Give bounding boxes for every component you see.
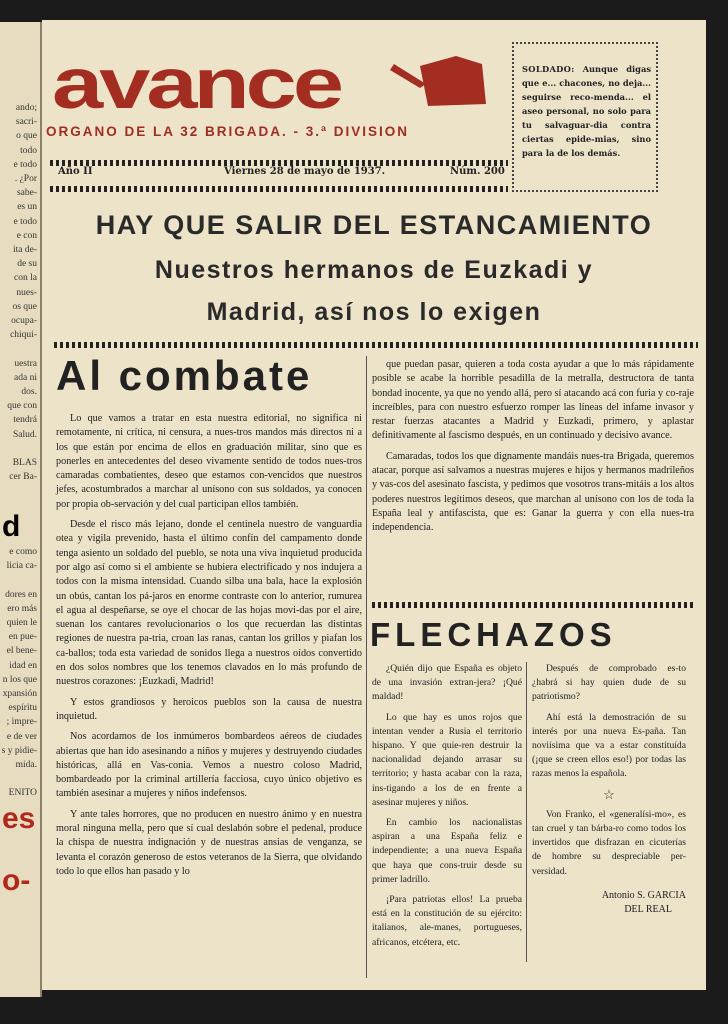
main-headline: HAY QUE SALIR DEL ESTANCAMIENTO	[95, 210, 653, 240]
prev-page-text-line: en pue-	[8, 632, 37, 643]
prev-page-text-line: el bene-	[6, 646, 37, 657]
prev-page-text-line: ada ni	[14, 372, 37, 383]
prev-page-text-line: xpansión	[2, 689, 37, 699]
flechazos-right-paragraph: Después de comprobado es-to ¿habrá si hay quien dude de su patriotismo?	[532, 663, 686, 703]
flechazos-left-paragraph: ¡Para patriotas ellos! La prueba está en la constitución de su ejército: italianos, ale-manes, portugueses, africanos, etcétera, etc.	[372, 894, 522, 948]
prev-page-text-line: dores en	[5, 589, 37, 600]
prev-page-text-line: e todo	[13, 159, 37, 170]
prev-page-text-line: idad en	[9, 660, 37, 671]
prev-page-text-line: e todo	[13, 216, 37, 227]
prev-page-text-line: e como	[9, 547, 37, 557]
prev-page-text-line: ocupa-	[11, 316, 37, 326]
article-right-column	[372, 358, 694, 542]
prev-page-text-line: uestra	[14, 358, 37, 369]
prev-page-text-line: ita de-	[12, 245, 37, 255]
flechazos-right-column	[532, 662, 686, 917]
article-left-column	[56, 412, 362, 885]
star-separator-icon: ☆	[603, 786, 615, 802]
soldado-text: Aunque digas que e... chacones, no deja... seguirse reco-menda... el aseo personal, no solo para tu salvaguar-dia contra ciertas epide-mias, sino para la de los demás.	[522, 64, 651, 158]
headline-rule	[54, 342, 698, 348]
prev-page-text-line: de su	[17, 259, 37, 270]
prev-page-text-line: que con	[7, 401, 37, 412]
author-surname: DEL REAL	[624, 903, 672, 915]
flechazos-divider	[526, 662, 527, 962]
prev-page-text-line: sacri-	[15, 117, 37, 128]
article-left-paragraph: Y estos grandiosos y heroicos pueblos son la causa de nuestra inquietud.	[56, 696, 362, 722]
prev-page-text-line: nues-	[16, 287, 37, 298]
prev-page-headline-fragment: o-	[2, 864, 31, 897]
subheadline-1: Nuestros hermanos de Euzkadi y	[154, 256, 594, 284]
prev-page-text-line: . ¿Por	[14, 174, 37, 184]
prev-page-text-line: quien le	[6, 618, 37, 628]
prev-page-text-line: Salud.	[12, 429, 37, 440]
prev-page-text-line: ando;	[15, 103, 37, 113]
prev-page-headline-fragment: d	[2, 510, 21, 543]
flechazos-left-paragraph: En cambio los nacionalistas aspiran a una España feliz e independiente; a una nueva España que haya que cons-truir desde su primer ladrillo.	[372, 817, 522, 885]
organ-subtitle: ORGANO DE LA 32 BRIGADA. - 3.ª DIVISION	[46, 124, 410, 139]
issue-number: Núm. 200	[450, 166, 505, 177]
prev-page-text-line: s y pidie-	[1, 745, 37, 756]
author-signature	[532, 889, 686, 917]
author-name: Antonio S. GARCIA	[601, 889, 686, 901]
flechazos-right-paragraph: Von Franko, el «generalísi-mo», es tan cruel y tan bárba-ro como todos los invertidos que disfrazan en cicuterías de hombre su despreciable per-versidad.	[532, 808, 686, 877]
article-left-paragraph: Lo que vamos a tratar en esta nuestra editorial, no significa ni remotamente, ni crítica, ni censura, a nues-tros mandos más directos ni a los que están por encima de ellos en graduación militar, sino que es ponerles en antecedentes del deseo vivamente sentido de todos nues-tros camaradas combatientes, deseo que estamos con-vencidos que nuestros jefes, acostumbrados a marchar al unísono con sus soldados, ya conocen por propia ob-servación y del cual participan ellos también.	[56, 413, 362, 510]
newspaper-page	[42, 20, 706, 990]
article-left-paragraph: Nos acordamos de los inmúmeros bombardeos aéreos de ciudades abiertas que han ido asesinando a niños y mujeres y destruyendo ciudades históricas, allá en Vas-conia. Vemos a nuestro coloso Madrid, bombardeado por la criminal artillería facciosa, cuyo único objetivo es también asesinar a mujeres y niños indefensos.	[56, 731, 362, 800]
prev-page-text-line: con la	[14, 273, 37, 284]
prev-page-text-line: chiqui-	[10, 330, 37, 341]
soldier-emblem-icon	[420, 56, 486, 106]
article-right-paragraph: que puedan pasar, quieren a toda costa ayudar a que lo más rápidamente posible se acabe la horrible pesadilla de la metralla, destructora de tanta bondad inocente, ya que no yendo allá, pero sí atacando acá con furia y co-raje increíbles, para con nuestro esfuerzo romper las líneas del infame invasor y restar fuerzas atacantes a Madrid y Euzkadi, primero, y aplastar definitivamente al fascismo después, en un continuado y decisivo avance.	[372, 359, 694, 442]
masthead-logo	[48, 44, 488, 136]
prev-page-text-line: licia ca-	[6, 561, 37, 572]
previous-page-edge	[0, 22, 42, 997]
prev-page-text-line: n los que	[2, 674, 37, 685]
issue-year: Año II	[58, 166, 93, 177]
prev-page-text-line: sabe-	[16, 188, 37, 199]
prev-page-text-line: dos.	[21, 387, 37, 397]
prev-page-text-line: o que	[16, 131, 37, 142]
article-left-paragraph: Desde el risco más lejano, donde el centinela nuestro de vanguardia otea y vigila prevenido, hasta el último confín del campamento donde tenga asiento un soldado del pueblo, se nota una viva inquietud producida por algo así como si el ambiente se hubiera electrificado y nos indujera a todos con la misma intensidad. Cuando silba una bala, hace la explosión un obús, cantan los pá-jaros en enorme contraste con lo anterior, rumurea el agua al despeñarse, se oye el chocar de las hojas movi-das por el aire, suenan los cantares revolucionarios o los que recuerdan las distintas regiones de nuestra pa-tria, croan las ranas, cantan los grillos y piafan los ca-ballos; toda esta variedad de sonidos llega a nuestros oídos convertido en dos solos nombres que los tenemos clavados en lo más profundo de nuestros corazones: ¡Euzkadi, Madrid!	[56, 519, 362, 688]
prev-page-text-line: ; impre-	[6, 717, 37, 728]
prev-page-text-line: cer Ba-	[9, 472, 37, 483]
flechazos-left-paragraph: ¿Quién dijo que España es objeto de una invasión extran-jera? ¡Qué maldad!	[372, 663, 522, 703]
subheadline-2: Madrid, así nos lo exigen	[206, 298, 542, 326]
article-left-paragraph: Y ante tales horrores, que no producen en nuestro ánimo y en nuestra moral ninguna mella, pero que sí cual deslabón sobre el pedenal, produce la chispa de nuestra indignación y de nuestras ansias de venganza, se levanta el corazón generoso de estos veteranos de la Sierra, que olvidando todo lo que ellos han pasado y lo	[56, 808, 362, 877]
prev-page-text-line: ero más	[7, 603, 37, 614]
flechazos-rule	[372, 602, 694, 608]
column-divider	[366, 356, 367, 978]
flechazos-left-paragraph: Lo que hay es unos rojos que intentan vender a Rusia el territorio hispano. Y que quie-ren destruir la nacionalidad dejando arrasar su territorio; y hasta acabar con la raza, ins-tigando a los de en frente a asesinar mujeres y niños.	[372, 711, 522, 808]
prev-page-text-line: BLAS	[12, 458, 37, 468]
prev-page-text-line: mida.	[15, 760, 37, 770]
header-rule-bottom	[50, 186, 508, 192]
prev-page-text-line: ENITO	[8, 788, 37, 799]
soldado-label: SOLDADO:	[522, 64, 575, 74]
article-title: Al combate	[56, 352, 313, 399]
issue-date: Viernes 28 de mayo de 1937.	[224, 166, 386, 177]
flechazos-right-paragraph: Ahí está la demostración de su interés por una nueva Es-paña. Tan noviísima que va a estar constituída (¡que se creen ellos eso!) por todas las razas menos la española.	[532, 711, 686, 780]
prev-page-text-line: todo	[20, 145, 37, 156]
prev-page-text-line: tendrá	[13, 415, 37, 426]
prev-page-text-line: os que	[12, 301, 37, 312]
article-right-paragraph: Camaradas, todos los que dignamente mandáis nues-tra Brigada, queremos atacar, porque así salvamos a nuestras mujeres e hijos y hermanos madrileños y vas-cos del asesinato fascista, y pedimos que vosotros trans-mitáis a los altos poderes nuestros legítimos deseos, que marchan al unísono con los de toda la España leal y antifascista, que es: Ganar la guerra y con ella nues-tra independencia.	[372, 450, 694, 534]
prev-page-text-line: e con	[16, 230, 37, 241]
flechazos-title: FLECHAZOS	[370, 616, 617, 653]
prev-page-text-line: es un	[17, 202, 37, 213]
dateline	[54, 166, 508, 180]
flechazos-left-column	[372, 662, 522, 956]
soldado-notice-box	[512, 42, 658, 192]
prev-page-text-line: e de ver	[6, 731, 37, 742]
prev-page-headline-fragment: es	[2, 802, 36, 835]
logo-text: avance	[52, 44, 341, 124]
prev-page-text-line: espíritu	[8, 703, 37, 714]
